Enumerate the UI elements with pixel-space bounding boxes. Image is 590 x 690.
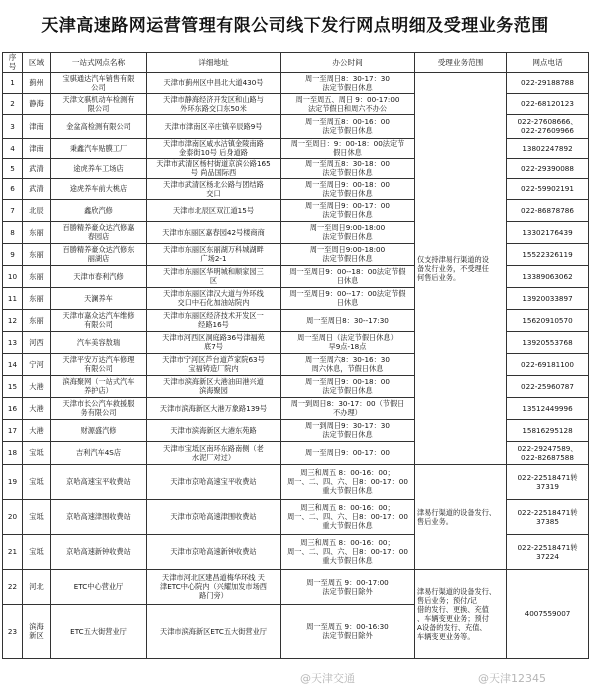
cell-hours: 周一到周日9：30-17：30 法定节假日休息 [281,419,415,441]
cell-address: 天津市东丽区经济技术开发区一 经路16号 [147,309,281,331]
cell-name: 途虎养车工场店 [51,158,147,178]
cell-hours: 周一至周日9：00-17：00 法定节假日休息 [281,199,415,221]
cell-no: 13 [3,331,23,353]
cell-no: 12 [3,309,23,331]
cell-name: ETC五大街营业厅 [51,604,147,658]
cell-area: 武清 [23,158,51,178]
cell-address: 天津市河西区洞庭路36号津福苑 底7号 [147,331,281,353]
cell-area: 宁河 [23,353,51,375]
cell-hours: 周一至周五、周日 9：00-17:00 法定节假日和周六不办公 [281,93,415,114]
cell-area: 大港 [23,397,51,419]
cell-no: 18 [3,441,23,464]
cell-tel: 022-29390088 [507,158,589,178]
cell-area: 武清 [23,178,51,199]
cell-no: 20 [3,499,23,534]
table-row [3,72,589,93]
cell-hours: 周一至周五 9：00-16:30 法定节假日除外 [281,604,415,658]
cell-tel: 022-27608666、 022-27609966 [507,114,589,138]
cell-tel: 022-25960787 [507,375,589,397]
cell-name: 天津文骐机动车检测有 限公司 [51,93,147,114]
cell-tel: 15816295128 [507,419,589,441]
cell-address: 天津市武清区杨村街道京滨公路165 号 尚品国际西 [147,158,281,178]
cell-name: 汽车美容敖瑞 [51,331,147,353]
cell-address: 天津市滨海新区大港油田港兴道 滨海聚园 [147,375,281,397]
header-area: 区域 [23,53,51,73]
cell-tel: 13389063062 [507,265,589,287]
cell-name: 天津市春利汽修 [51,265,147,287]
cell-area: 宝坻 [23,534,51,569]
cell-hours: 周一至周日9:00-18:00 法定节假日休息 [281,221,415,243]
cell-no: 10 [3,265,23,287]
cell-name: 京哈高速宝平收费站 [51,464,147,499]
cell-tel: 022-86878786 [507,199,589,221]
cell-address: 天津市津南区辛庄镇辛辰路9号 [147,114,281,138]
cell-no: 15 [3,375,23,397]
cell-no: 14 [3,353,23,375]
cell-hours: 周三和周五 8：00-16：00； 周一、二、四、六、日8：00-17：00 重大节假日休息 [281,464,415,499]
cell-hours: 周一至周五8：00-16：00 法定节假日休息 [281,114,415,138]
cell-address: 天津市北辰区双江道15号 [147,199,281,221]
cell-address: 天津市静海经济开发区和山路与 外环东路交口东50米 [147,93,281,114]
cell-name: 天津市长公汽车救援服 务有限公司 [51,397,147,419]
cell-no: 23 [3,604,23,658]
table-row [3,464,589,499]
cell-hours: 周一至周五8：30-18：00 法定节假日休息 [281,158,415,178]
cell-address: 天津市东丽区华明城和顺家园三 区 [147,265,281,287]
cell-no: 1 [3,72,23,93]
cell-hours: 周一至周日9：00-18：00 法定节假日休息 [281,178,415,199]
cell-tel: 022-29188788 [507,72,589,93]
cell-hours: 周三和周五 8：00-16：00； 周一、二、四、六、日8：00-17：00 重大节假日休息 [281,499,415,534]
cell-hours: 周一到周日8：30-17：00（节假日 不办理） [281,397,415,419]
cell-area: 东丽 [23,243,51,265]
cell-tel: 022-22518471转 37385 [507,499,589,534]
cell-tel-etc: 4007559007 [507,569,589,658]
cell-name: 宝骐通达汽车销售有限 公司 [51,72,147,93]
cell-address: 天津市京哈高速津围收费站 [147,499,281,534]
table-header-row [3,53,589,73]
cell-tel: 022-68120123 [507,93,589,114]
cell-area: 津南 [23,114,51,138]
cell-area: 东丽 [23,309,51,331]
cell-tel: 022-22518471转 37224 [507,534,589,569]
cell-area: 津南 [23,138,51,158]
cell-no: 17 [3,419,23,441]
cell-hours: 周一至周日（法定节假日休息） 早9点-18点 [281,331,415,353]
cell-name: 京哈高速津围收费站 [51,499,147,534]
cell-tel: 13920553768 [507,331,589,353]
cell-area: 河西 [23,331,51,353]
cell-scope-group-2: 津易行渠道的设备发行、 售后业务。 [415,464,507,569]
cell-no: 3 [3,114,23,138]
cell-name: 吉利汽车4S店 [51,441,147,464]
cell-address: 天津市滨海新区大港万象路139号 [147,397,281,419]
watermark-right: @天津12345 [478,672,546,685]
cell-area: 宝坻 [23,441,51,464]
cell-tel: 13920033897 [507,287,589,309]
cell-no: 8 [3,221,23,243]
cell-name: 金盆高检测有限公司 [51,114,147,138]
page-title: 天津高速路网运营管理有限公司线下发行网点明细及受理业务范围 [41,15,549,36]
watermark-left: @天津交通 [300,672,355,685]
cell-area: 东丽 [23,221,51,243]
header-address: 详细地址 [147,53,281,73]
cell-tel: 022-69181100 [507,353,589,375]
cell-no: 2 [3,93,23,114]
cell-area: 大港 [23,419,51,441]
cell-tel: 13302176439 [507,221,589,243]
header-hours: 办公时间 [281,53,415,73]
cell-address: 天津市蓟州区中昌北大道430号 [147,72,281,93]
cell-hours: 周一至周日8：30-17：30 法定节假日休息 [281,72,415,93]
cell-name: 秉鑫汽车贴膜工厂 [51,138,147,158]
cell-name: ETC中心营业厅 [51,569,147,604]
cell-address: 天津市武清区杨北公路与团结路 交口 [147,178,281,199]
cell-area: 滨海 新区 [23,604,51,658]
cell-tel: 13512449996 [507,397,589,419]
cell-name: 途虎养车前大桃店 [51,178,147,199]
cell-address: 天津市滨海新区大港东苑路 [147,419,281,441]
cell-no: 16 [3,397,23,419]
cell-name: 天津市嘉众达汽车维修 有限公司 [51,309,147,331]
cell-hours: 周一至周六8：30-16：30 周六休息，节假日休息 [281,353,415,375]
cell-area: 河北 [23,569,51,604]
header-scope: 受理业务范围 [415,53,507,73]
cell-area: 宝坻 [23,499,51,534]
header-tel: 网点电话 [507,53,589,73]
outlet-table [2,52,589,659]
cell-hours: 周一至周日9：00--18：00法定节假 日休息 [281,265,415,287]
cell-no: 22 [3,569,23,604]
cell-scope-group-3: 津易行渠道的设备发行、 售后业务；预付/记 借的发行、更换、充值 、车辆变更业务；预付 A设备的发行、充值、 车辆变更业务等。 [415,569,507,658]
cell-hours: 周一至周日9：00-18：00 法定节假日休息 [281,375,415,397]
cell-tel: 15522326119 [507,243,589,265]
cell-tel: 13802247892 [507,138,589,158]
cell-hours: 周一至周日9:00-18:00 法定节假日休息 [281,243,415,265]
cell-address: 天津市东丽区东丽湖万科城湖畔 广场2-1 [147,243,281,265]
cell-hours: 周一至周日9：00-17：00 [281,441,415,464]
cell-area: 静海 [23,93,51,114]
cell-address: 天津市宝坻区南环东路南侧（老 水泥厂对过） [147,441,281,464]
cell-area: 东丽 [23,287,51,309]
header-no: 序号 [3,53,23,73]
cell-address: 天津市京哈高速新钟收费站 [147,534,281,569]
cell-address: 天津市滨海新区ETC五大街营业厅 [147,604,281,658]
cell-scope-group-1: 仅支持津易行渠道的设 备发行业务，不受理任 何售后业务。 [415,72,507,464]
cell-no: 19 [3,464,23,499]
cell-area: 大港 [23,375,51,397]
cell-name: 滨海聚网（一站式汽车 养护店） [51,375,147,397]
cell-name: 百勝精养豪众达汽修东 丽湖店 [51,243,147,265]
cell-no: 21 [3,534,23,569]
cell-no: 9 [3,243,23,265]
cell-tel: 022-59902191 [507,178,589,199]
cell-tel: 15620910570 [507,309,589,331]
cell-hours: 周三和周五 8：00-16：00； 周一、二、四、六、日8：00-17：00 重大节假日休息 [281,534,415,569]
cell-hours: 周一至周日8：30--17:30 [281,309,415,331]
cell-tel: 022-22518471转 37319 [507,464,589,499]
cell-name: 百勝精养豪众达汽修嘉 春园店 [51,221,147,243]
cell-tel: 022-29247589、 022-82687588 [507,441,589,464]
cell-address: 天津市京哈高速宝平收费站 [147,464,281,499]
cell-name: 财源盛汽修 [51,419,147,441]
cell-address: 天津市津南区咸水沽镇金陵南路 金泰街10号 后身道路 [147,138,281,158]
cell-no: 11 [3,287,23,309]
cell-no: 5 [3,158,23,178]
cell-hours: 周一至周日：9：00-18：00法定节 假日休息 [281,138,415,158]
cell-area: 北辰 [23,199,51,221]
cell-no: 6 [3,178,23,199]
cell-name: 京哈高速新钟收费站 [51,534,147,569]
cell-no: 7 [3,199,23,221]
cell-area: 东丽 [23,265,51,287]
cell-no: 4 [3,138,23,158]
cell-name: 天澜养车 [51,287,147,309]
cell-address: 天津市河北区建昌道梅华环线 天 津ETC中心院内（兴耀加发市场西 路门旁） [147,569,281,604]
header-name: 一站式网点名称 [51,53,147,73]
cell-address: 天津市宁河区芦台道芦家院63号 宝福铸造厂院内 [147,353,281,375]
cell-area: 宝坻 [23,464,51,499]
cell-hours: 周一至周日9：00--17：00法定节假 日休息 [281,287,415,309]
cell-name: 鑫欣汽修 [51,199,147,221]
cell-area: 蓟州 [23,72,51,93]
cell-address: 天津市东丽区津汉大道与外环线 交口中石化加油站院内 [147,287,281,309]
cell-name: 天津平安万达汽车修理 有限公司 [51,353,147,375]
cell-hours: 周一至周五 9：00-17:00 法定节假日除外 [281,569,415,604]
table-row [3,569,589,604]
cell-address: 天津市东丽区嘉春园42号楼商商 [147,221,281,243]
